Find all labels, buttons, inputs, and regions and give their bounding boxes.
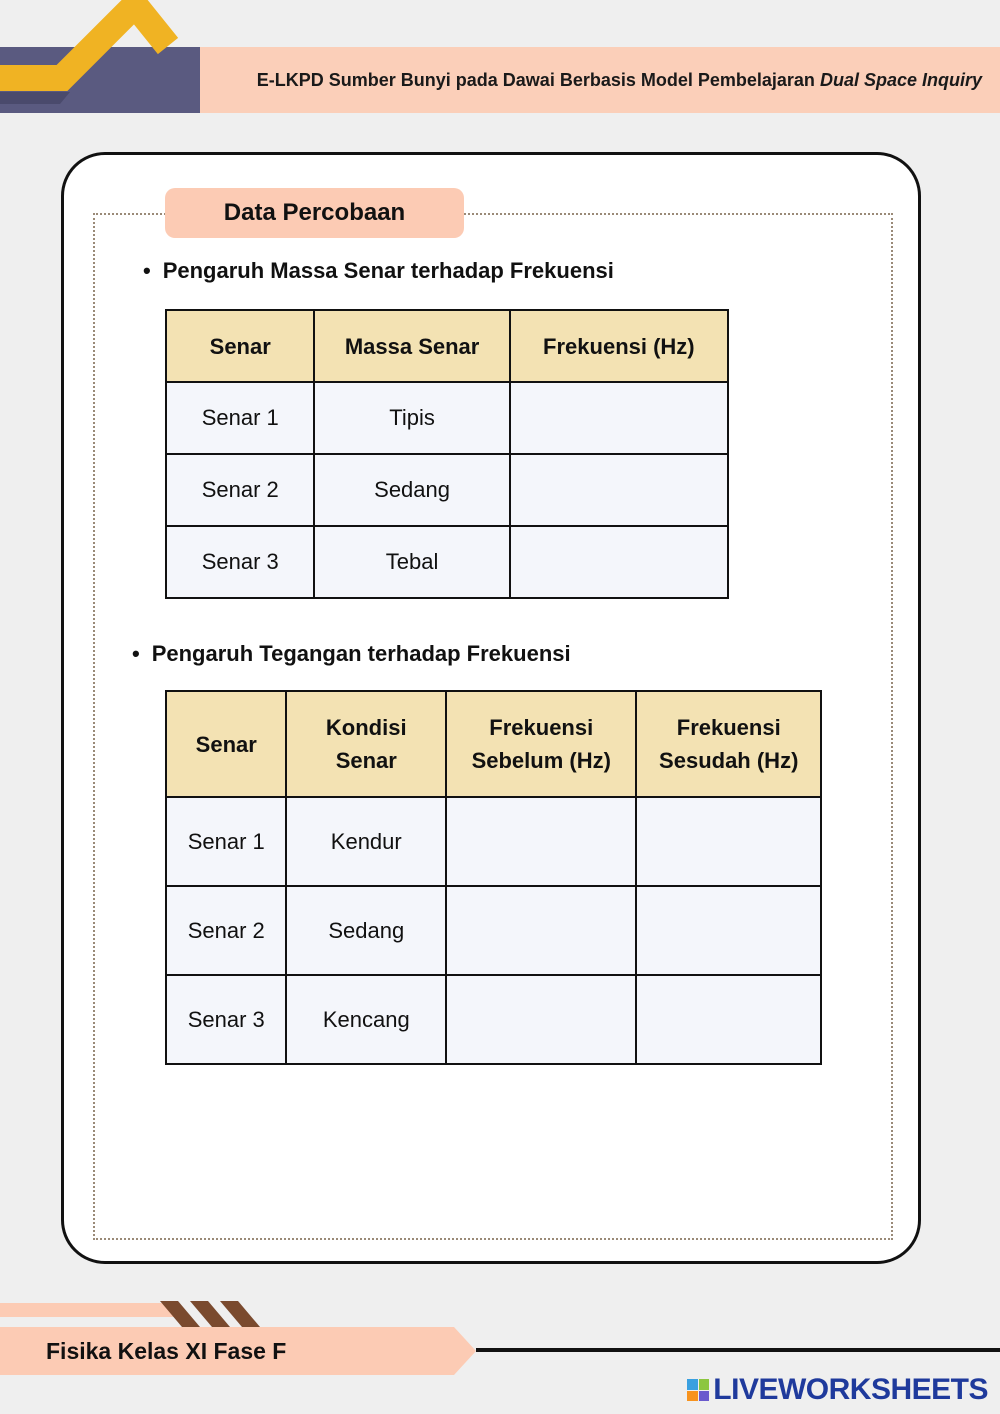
senar-cell: Senar 3 [166, 975, 286, 1064]
table1-heading: • Pengaruh Massa Senar terhadap Frekuensi [143, 258, 614, 284]
kondisi-cell: Kendur [286, 797, 446, 886]
massa-cell: Sedang [314, 454, 509, 526]
table-row [166, 797, 821, 886]
frekuensi-sebelum-input-cell[interactable] [446, 886, 636, 975]
footer-rule [476, 1348, 1000, 1352]
column-header: Frekuensi Sesudah (Hz) [636, 691, 821, 797]
footer-label: Fisika Kelas XI Fase F [46, 1338, 287, 1364]
table-row [166, 526, 728, 598]
tension-table [165, 690, 822, 1065]
frekuensi-sesudah-input-cell[interactable] [636, 975, 821, 1064]
table-row [166, 454, 728, 526]
frekuensi-input-cell[interactable] [510, 382, 728, 454]
frekuensi-sesudah-input-cell[interactable] [636, 797, 821, 886]
table2-heading: • Pengaruh Tegangan terhadap Frekuensi [132, 641, 571, 667]
senar-cell: Senar 2 [166, 886, 286, 975]
document-title [257, 47, 982, 113]
column-header: Frekuensi (Hz) [510, 310, 728, 382]
table-row [166, 975, 821, 1064]
column-header: Senar [166, 691, 286, 797]
liveworksheets-logo-icon [687, 1379, 709, 1401]
column-header: Frekuensi Sebelum (Hz) [446, 691, 636, 797]
kondisi-cell: Kencang [286, 975, 446, 1064]
column-header: Kondisi Senar [286, 691, 446, 797]
column-header: Massa Senar [314, 310, 509, 382]
frekuensi-input-cell[interactable] [510, 454, 728, 526]
column-header: Senar [166, 310, 314, 382]
header-band [200, 47, 1000, 113]
section-title: Data Percobaan [165, 188, 464, 238]
brand-text: LIVEWORKSHEETS [713, 1373, 988, 1406]
frekuensi-sesudah-input-cell[interactable] [636, 886, 821, 975]
senar-cell: Senar 1 [166, 797, 286, 886]
senar-cell: Senar 2 [166, 454, 314, 526]
massa-cell: Tebal [314, 526, 509, 598]
title-plain: E-LKPD Sumber Bunyi pada Dawai Berbasis Model Pembelajaran [256, 70, 815, 90]
frekuensi-input-cell[interactable] [510, 526, 728, 598]
table-row [166, 382, 728, 454]
frekuensi-sebelum-input-cell[interactable] [446, 975, 636, 1064]
kondisi-cell: Sedang [286, 886, 446, 975]
header-decoration [0, 0, 220, 115]
table-row [166, 886, 821, 975]
senar-cell: Senar 3 [166, 526, 314, 598]
senar-cell: Senar 1 [166, 382, 314, 454]
footer-stripes-decoration [160, 1301, 270, 1327]
mass-table [165, 309, 729, 599]
footer-accent-band [0, 1303, 175, 1317]
title-italic: Dual Space Inquiry [819, 70, 982, 90]
frekuensi-sebelum-input-cell[interactable] [446, 797, 636, 886]
liveworksheets-brand [687, 1372, 988, 1408]
massa-cell: Tipis [314, 382, 509, 454]
